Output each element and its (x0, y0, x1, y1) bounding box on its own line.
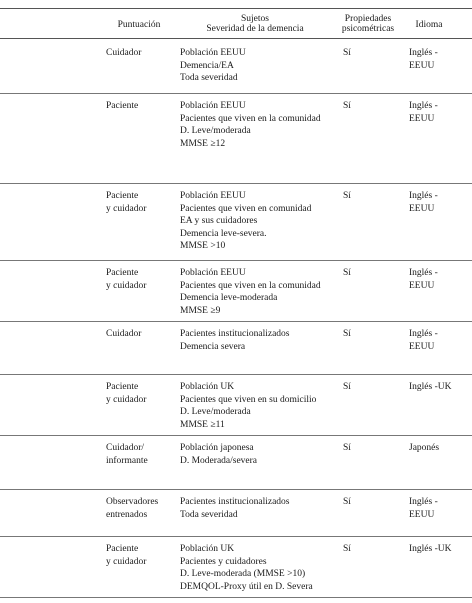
cell-propiedades (343, 190, 351, 203)
cell-propiedades-line: Sí (343, 48, 351, 58)
row-separator (0, 435, 472, 436)
cell-idioma (409, 381, 451, 394)
cell-idioma-line: Japonés (409, 443, 440, 453)
cell-sujetos (180, 442, 257, 467)
cell-sujetos-line: Pacientes institucionalizados (180, 497, 290, 507)
cell-puntuacion (106, 100, 138, 113)
header-idioma-label: Idioma (415, 20, 443, 30)
cell-puntuacion-line: y cuidador (106, 280, 147, 291)
row-separator (0, 260, 472, 261)
cell-sujetos (180, 381, 316, 431)
table-top-rule (0, 8, 472, 9)
header-sujetos-line2: Severidad de la demencia (206, 24, 304, 34)
cell-sujetos-line: MMSE >10 (180, 241, 226, 251)
cell-sujetos-line: Demencia leve-severa. (180, 228, 267, 239)
cell-sujetos-line: Pacientes y cuidadores (180, 556, 267, 567)
cell-idioma-line: Inglés -UK (409, 544, 452, 554)
header-sujetos-line1: Sujetos (241, 14, 269, 24)
cell-idioma-line: Inglés - (409, 101, 438, 111)
cell-puntuacion-line: Cuidador (106, 329, 142, 339)
cell-idioma-line: EEUU (409, 203, 435, 214)
header-puntuacion (104, 20, 174, 30)
cell-sujetos (180, 328, 290, 353)
header-idioma (404, 20, 454, 30)
cell-puntuacion (106, 328, 141, 341)
cell-sujetos (180, 496, 290, 521)
cell-sujetos-line: Pacientes que viven en la comunidad (180, 280, 321, 291)
cell-sujetos-line: Demencia severa (180, 341, 246, 352)
header-puntuacion-label: Puntuación (117, 20, 161, 30)
row-separator (0, 489, 472, 490)
cell-idioma (409, 47, 438, 72)
cell-propiedades (343, 496, 351, 509)
cell-idioma (409, 543, 451, 556)
cell-propiedades-line: Sí (343, 268, 351, 278)
cell-idioma-line: Inglés - (409, 48, 438, 58)
cell-idioma-line: Inglés - (409, 268, 438, 278)
header-propiedades-line2: psicométricas (341, 24, 395, 34)
cell-propiedades (343, 328, 351, 341)
cell-idioma (409, 496, 438, 521)
cell-sujetos-line: Demencia/EA (180, 60, 234, 71)
cell-propiedades-line: Sí (343, 101, 351, 111)
cell-idioma (409, 100, 438, 125)
cell-idioma-line: Inglés - (409, 191, 438, 201)
cell-puntuacion-line: Paciente (106, 191, 139, 201)
cell-propiedades (343, 100, 351, 113)
cell-puntuacion-line: informante (106, 455, 148, 466)
row-separator (0, 536, 472, 537)
cell-sujetos (180, 47, 246, 85)
row-separator (0, 321, 472, 322)
cell-sujetos-line: Población UK (180, 382, 235, 392)
cell-propiedades-line: Sí (343, 382, 351, 392)
cell-sujetos-line: EA y sus cuidadores (180, 216, 258, 226)
header-sujetos (180, 14, 330, 34)
cell-sujetos-line: Población EEUU (180, 191, 246, 201)
cell-puntuacion (106, 267, 146, 292)
row-separator (0, 183, 472, 184)
cell-sujetos (180, 190, 311, 253)
cell-sujetos-line: DEMQOL-Proxy útil en D. Severa (180, 581, 313, 592)
cell-sujetos-line: Pacientes que viven en comunidad (180, 203, 312, 214)
cell-idioma-line: Inglés - (409, 329, 438, 339)
cell-idioma-line: EEUU (409, 113, 435, 124)
cell-propiedades (343, 442, 351, 455)
cell-puntuacion (106, 190, 146, 215)
cell-puntuacion-line: Paciente (106, 101, 139, 111)
cell-idioma-line: Inglés -UK (409, 382, 452, 392)
cell-sujetos-line: MMSE ≥12 (180, 138, 226, 149)
cell-idioma-line: Inglés - (409, 497, 438, 507)
row-separator (0, 374, 472, 375)
cell-idioma-line: EEUU (409, 341, 435, 352)
row-separator (0, 597, 472, 598)
cell-propiedades (343, 47, 351, 60)
cell-sujetos-line: D. Leve/moderada (180, 126, 251, 136)
cell-sujetos-line: D. Leve/moderada (180, 407, 251, 417)
cell-sujetos-line: Pacientes que viven en su domicilio (180, 394, 317, 405)
cell-idioma (409, 267, 438, 292)
cell-sujetos-line: D. Moderada/severa (180, 455, 258, 466)
cell-idioma (409, 328, 438, 353)
row-separator (0, 93, 472, 94)
cell-puntuacion-line: entrenados (106, 509, 148, 520)
cell-sujetos-line: Demencia leve-moderada (180, 293, 278, 303)
cell-puntuacion (106, 381, 146, 406)
cell-puntuacion (106, 543, 146, 568)
cell-sujetos-line: Toda severidad (180, 509, 238, 520)
cell-propiedades (343, 543, 351, 556)
cell-puntuacion (106, 496, 158, 521)
cell-idioma (409, 442, 439, 455)
cell-idioma (409, 190, 438, 215)
cell-propiedades-line: Sí (343, 544, 351, 554)
cell-propiedades-line: Sí (343, 329, 351, 339)
cell-puntuacion-line: Cuidador/ (106, 443, 144, 453)
cell-puntuacion-line: y cuidador (106, 203, 147, 214)
cell-puntuacion-line: y cuidador (106, 394, 147, 405)
cell-sujetos-line: Población japonesa (180, 443, 254, 453)
cell-sujetos (180, 543, 313, 593)
cell-sujetos-line: Pacientes que viven en la comunidad (180, 113, 321, 124)
cell-sujetos-line: Población EEUU (180, 101, 246, 111)
cell-sujetos-line: MMSE ≥11 (180, 419, 225, 430)
cell-propiedades-line: Sí (343, 497, 351, 507)
cell-propiedades (343, 381, 351, 394)
cell-sujetos-line: Pacientes institucionalizados (180, 329, 290, 339)
cell-sujetos-line: Población EEUU (180, 268, 246, 278)
cell-puntuacion (106, 47, 141, 60)
cell-idioma-line: EEUU (409, 509, 435, 520)
cell-sujetos (180, 100, 321, 150)
cell-sujetos-line: Población EEUU (180, 48, 246, 58)
cell-puntuacion-line: y cuidador (106, 556, 147, 567)
cell-puntuacion-line: Paciente (106, 268, 139, 278)
cell-propiedades-line: Sí (343, 443, 351, 453)
cell-puntuacion-line: Cuidador (106, 48, 142, 58)
cell-puntuacion (106, 442, 148, 467)
cell-idioma-line: EEUU (409, 280, 435, 291)
cell-sujetos-line: Toda severidad (180, 73, 238, 83)
cell-idioma-line: EEUU (409, 60, 435, 71)
cell-propiedades-line: Sí (343, 191, 351, 201)
cell-sujetos-line: MMSE ≥9 (180, 305, 221, 316)
header-bottom-rule (0, 38, 472, 39)
header-propiedades-line1: Propiedades (344, 14, 392, 24)
cell-puntuacion-line: Paciente (106, 544, 139, 554)
cell-sujetos (180, 267, 321, 317)
cell-sujetos-line: Población UK (180, 544, 235, 554)
header-propiedades (336, 14, 400, 34)
cell-puntuacion-line: Paciente (106, 382, 139, 392)
cell-propiedades (343, 267, 351, 280)
cell-sujetos-line: D. Leve-moderada (MMSE >10) (180, 569, 306, 579)
cell-puntuacion-line: Observadores (106, 497, 159, 507)
